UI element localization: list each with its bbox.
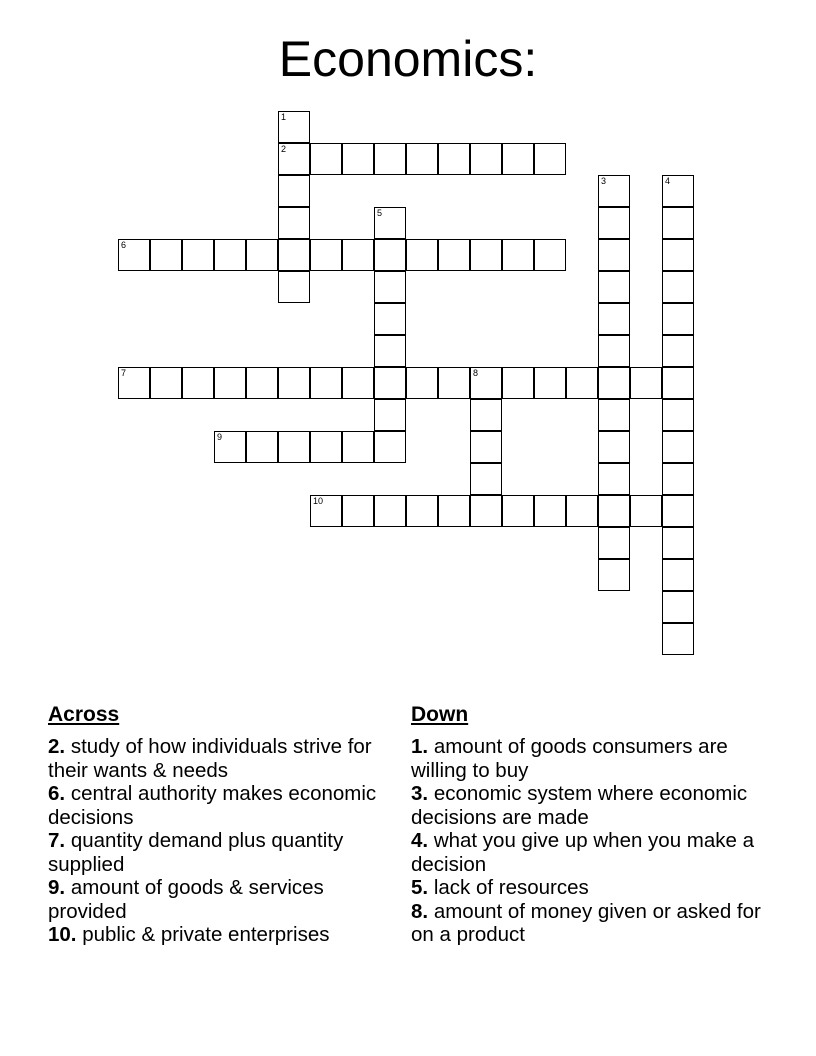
down-clues — [411, 702, 771, 947]
clue-down-8 — [411, 900, 771, 947]
grid-cell[interactable] — [470, 367, 502, 399]
grid-cell[interactable] — [662, 367, 694, 399]
grid-cell[interactable] — [534, 367, 566, 399]
grid-cell[interactable] — [278, 431, 310, 463]
grid-cell[interactable] — [246, 239, 278, 271]
grid-cell[interactable] — [662, 399, 694, 431]
grid-cell[interactable] — [310, 367, 342, 399]
grid-cell[interactable] — [374, 367, 406, 399]
grid-cell[interactable] — [278, 239, 310, 271]
grid-cell[interactable] — [566, 367, 598, 399]
grid-cell[interactable] — [406, 239, 438, 271]
clue-across-6 — [48, 782, 393, 829]
grid-cell[interactable] — [598, 399, 630, 431]
grid-cell[interactable] — [118, 367, 150, 399]
grid-cell[interactable] — [374, 271, 406, 303]
clue-number: 2. — [48, 735, 66, 758]
grid-cell[interactable] — [342, 143, 374, 175]
clue-number: 8. — [411, 899, 429, 923]
grid-cell[interactable] — [470, 463, 502, 495]
grid-cell[interactable] — [662, 463, 694, 495]
clue-number: 3. — [411, 782, 429, 805]
cell-number: 8 — [473, 368, 479, 378]
grid-cell[interactable] — [374, 399, 406, 431]
cell-number: 3 — [601, 176, 607, 186]
clue-down-3 — [411, 782, 771, 829]
clue-across-7 — [48, 829, 393, 876]
clue-across-10 — [48, 923, 393, 947]
grid-cell[interactable] — [534, 239, 566, 271]
grid-cell[interactable] — [214, 431, 246, 463]
grid-cell[interactable] — [662, 271, 694, 303]
grid-cell[interactable] — [630, 367, 662, 399]
clue-text: amount of money given or asked for on a product — [411, 899, 761, 946]
grid-cell[interactable] — [630, 495, 662, 527]
grid-cell[interactable] — [278, 111, 310, 143]
grid-cell[interactable] — [598, 335, 630, 367]
clue-number: 7. — [48, 829, 66, 852]
grid-cell[interactable] — [598, 367, 630, 399]
grid-cell[interactable] — [438, 495, 470, 527]
clue-number: 9. — [48, 876, 66, 899]
clue-down-1 — [411, 735, 771, 782]
grid-cell[interactable] — [502, 367, 534, 399]
grid-cell[interactable] — [662, 207, 694, 239]
grid-cell[interactable] — [374, 495, 406, 527]
grid-cell[interactable] — [278, 271, 310, 303]
grid-cell[interactable] — [502, 143, 534, 175]
grid-cell[interactable] — [566, 495, 598, 527]
clue-number: 1. — [411, 735, 429, 758]
grid-cell[interactable] — [598, 527, 630, 559]
grid-cell[interactable] — [662, 623, 694, 655]
grid-cell[interactable] — [662, 591, 694, 623]
grid-cell[interactable] — [662, 431, 694, 463]
grid-cell[interactable] — [438, 367, 470, 399]
cell-number: 5 — [377, 208, 383, 218]
grid-cell[interactable] — [662, 175, 694, 207]
grid-cell[interactable] — [534, 143, 566, 175]
clue-text: quantity demand plus quantity supplied — [48, 829, 344, 876]
clue-down-4 — [411, 829, 771, 876]
grid-cell[interactable] — [150, 239, 182, 271]
grid-cell[interactable] — [598, 239, 630, 271]
across-clues — [48, 702, 393, 947]
grid-cell[interactable] — [662, 303, 694, 335]
grid-cell[interactable] — [598, 431, 630, 463]
cell-number: 10 — [313, 496, 324, 506]
grid-cell[interactable] — [470, 399, 502, 431]
grid-cell[interactable] — [406, 367, 438, 399]
grid-cell[interactable] — [502, 239, 534, 271]
grid-cell[interactable] — [598, 207, 630, 239]
grid-cell[interactable] — [598, 463, 630, 495]
grid-cell[interactable] — [502, 495, 534, 527]
grid-cell[interactable] — [374, 239, 406, 271]
clue-text: economic system where economic decisions are made — [411, 782, 748, 829]
grid-cell[interactable] — [406, 495, 438, 527]
cell-number: 7 — [121, 368, 127, 378]
cell-number: 1 — [281, 112, 287, 122]
grid-cell[interactable] — [598, 559, 630, 591]
grid-cell[interactable] — [278, 207, 310, 239]
clue-text: amount of goods & services provided — [48, 876, 324, 923]
grid-cell[interactable] — [342, 431, 374, 463]
clue-number: 10. — [48, 923, 77, 946]
grid-cell[interactable] — [470, 143, 502, 175]
grid-cell[interactable] — [662, 527, 694, 559]
grid-cell[interactable] — [310, 239, 342, 271]
clue-number: 4. — [411, 829, 429, 852]
grid-cell[interactable] — [374, 335, 406, 367]
cell-number: 9 — [217, 432, 223, 442]
grid-cell[interactable] — [246, 431, 278, 463]
grid-cell[interactable] — [406, 143, 438, 175]
grid-cell[interactable] — [374, 207, 406, 239]
grid-cell[interactable] — [342, 239, 374, 271]
clue-text: what you give up when you make a decision — [411, 829, 755, 876]
grid-cell[interactable] — [438, 239, 470, 271]
puzzle-title: Economics: — [278, 31, 538, 87]
grid-cell[interactable] — [310, 431, 342, 463]
grid-cell[interactable] — [214, 367, 246, 399]
grid-cell[interactable] — [374, 431, 406, 463]
grid-cell[interactable] — [342, 495, 374, 527]
grid-cell[interactable] — [598, 175, 630, 207]
grid-cell[interactable] — [598, 271, 630, 303]
clue-down-5 — [411, 876, 771, 900]
grid-cell[interactable] — [662, 559, 694, 591]
clue-number: 6. — [48, 782, 66, 805]
grid-cell[interactable] — [438, 143, 470, 175]
down-heading: Down — [411, 703, 469, 726]
grid-cell[interactable] — [182, 239, 214, 271]
clue-across-2 — [48, 735, 393, 782]
grid-cell[interactable] — [310, 143, 342, 175]
clue-text: lack of resources — [433, 876, 589, 899]
grid-cell[interactable] — [214, 239, 246, 271]
grid-cell[interactable] — [662, 495, 694, 527]
clue-across-9 — [48, 876, 393, 923]
grid-cell[interactable] — [246, 367, 278, 399]
clue-text: amount of goods consumers are willing to buy — [411, 735, 728, 782]
clue-text: central authority makes economic decisions — [48, 782, 377, 829]
grid-cell[interactable] — [598, 303, 630, 335]
grid-cell[interactable] — [278, 143, 310, 175]
clue-number: 5. — [411, 876, 429, 899]
grid-cell[interactable] — [374, 303, 406, 335]
grid-cell[interactable] — [182, 367, 214, 399]
cell-number: 4 — [665, 176, 671, 186]
grid-cell[interactable] — [374, 143, 406, 175]
cell-number: 2 — [281, 144, 287, 154]
grid-cell[interactable] — [470, 495, 502, 527]
grid-cell[interactable] — [342, 367, 374, 399]
grid-cell[interactable] — [118, 239, 150, 271]
grid-cell[interactable] — [662, 239, 694, 271]
grid-cell[interactable] — [662, 335, 694, 367]
grid-cell[interactable] — [470, 431, 502, 463]
grid-cell[interactable] — [278, 175, 310, 207]
clue-text: public & private enterprises — [82, 923, 330, 946]
across-heading: Across — [48, 703, 120, 726]
grid-cell[interactable] — [598, 495, 630, 527]
grid-cell[interactable] — [310, 495, 342, 527]
grid-cell[interactable] — [150, 367, 182, 399]
clue-text: study of how individuals strive for their wants & needs — [48, 735, 372, 782]
grid-cell[interactable] — [534, 495, 566, 527]
grid-cell[interactable] — [278, 367, 310, 399]
cell-number: 6 — [121, 240, 127, 250]
grid-cell[interactable] — [470, 239, 502, 271]
